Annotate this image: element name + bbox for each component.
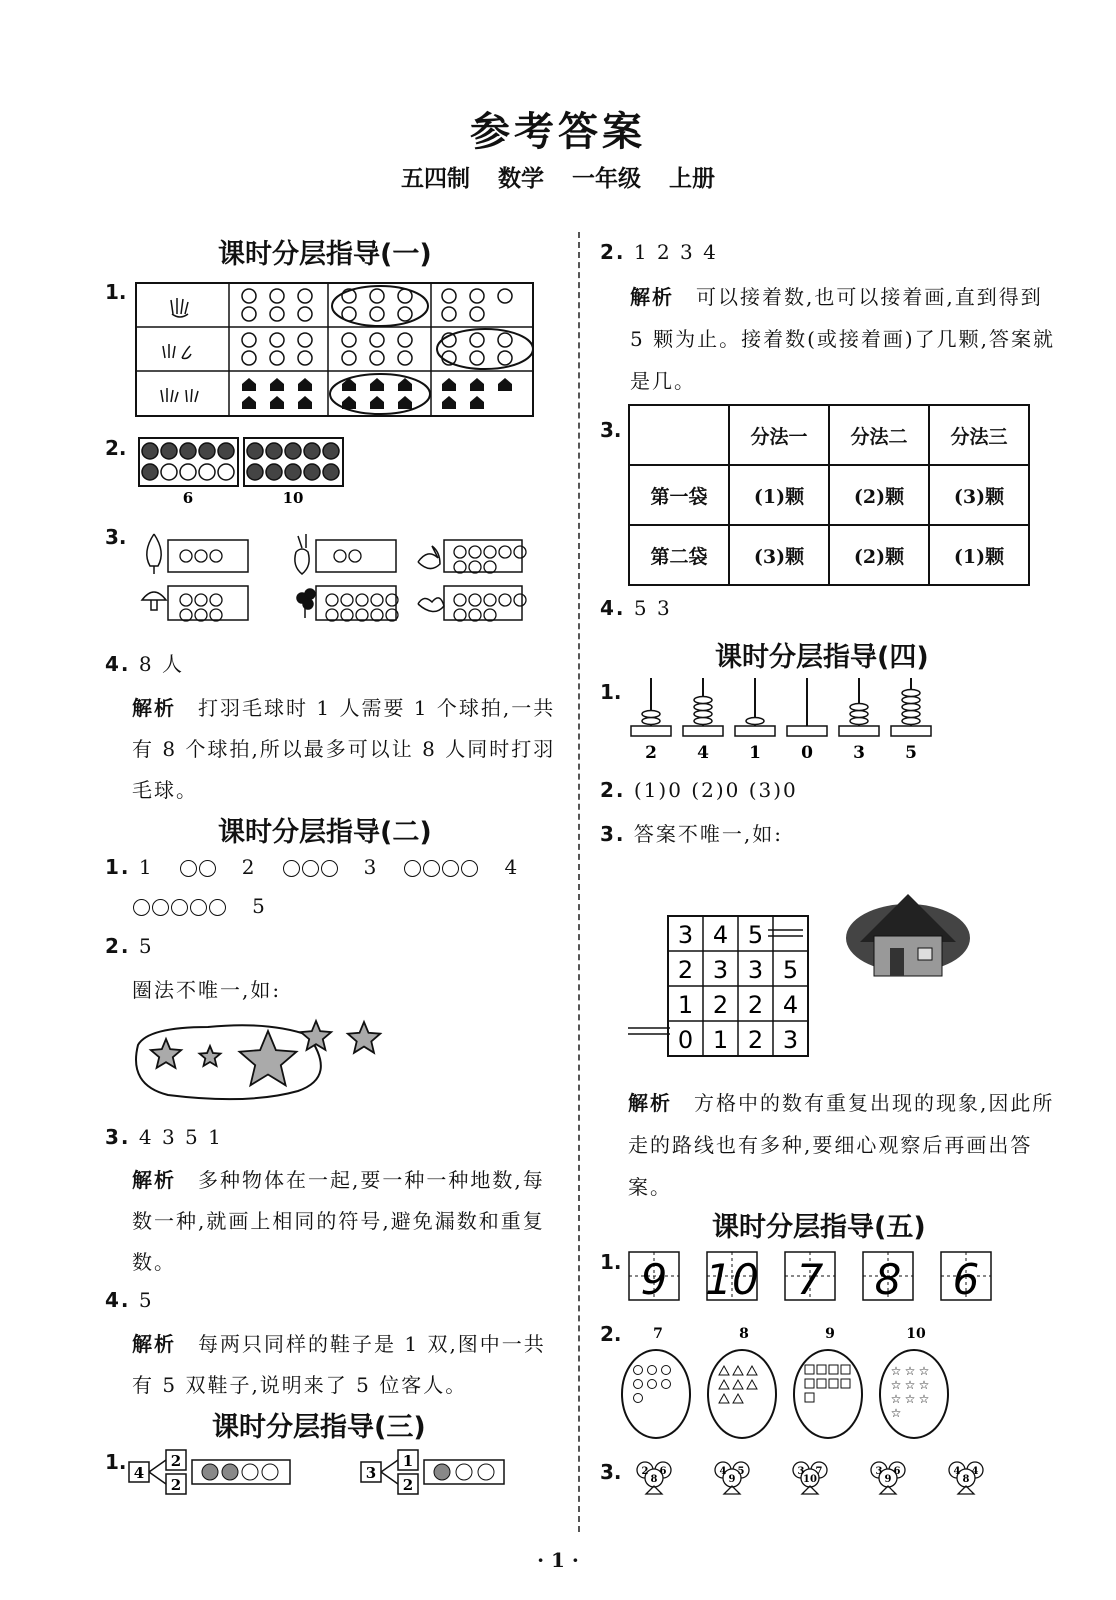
bow-number: 9	[884, 1474, 892, 1485]
abacus-value: 5	[905, 743, 917, 763]
egg-label: 7	[653, 1326, 663, 1342]
apple-icon	[298, 351, 312, 365]
house-shape-icon	[298, 378, 312, 391]
section-title-3: 课时分层指导(三)	[212, 1412, 426, 1443]
house-shape-icon	[398, 396, 412, 409]
strawberry-icon	[398, 307, 412, 321]
ten-frames	[138, 437, 348, 507]
svg-text:☆: ☆	[890, 1364, 902, 1378]
star-icon	[301, 1021, 331, 1050]
star-icon	[240, 1031, 297, 1085]
svg-text:☆: ☆	[890, 1406, 902, 1420]
split-table: 分法一 分法二 分法三 第一袋 (1)颗 (2)颗 (3)颗 第二袋 (3)颗 (2)颗 (1)颗	[628, 404, 1030, 586]
bow-number: 7	[815, 1466, 823, 1477]
grid-cell: 3	[677, 921, 694, 949]
section-title-4: 课时分层指导(四)	[715, 642, 929, 673]
apple-icon	[242, 351, 256, 365]
svg-text:☆: ☆	[918, 1392, 930, 1406]
apple-icon	[370, 351, 384, 365]
grid-cell: 2	[677, 956, 694, 984]
house-shape-icon	[270, 378, 284, 391]
house-shape-icon	[298, 396, 312, 409]
apple-icon	[470, 351, 484, 365]
house-shape-icon	[242, 396, 256, 409]
house-icon	[846, 894, 970, 976]
strawberry-icon	[242, 289, 256, 303]
s2-q1: 1. 1 2 3 4	[105, 855, 520, 879]
bow-number: 4	[971, 1466, 979, 1477]
page-subtitle: 五四制 数学 一年级 上册	[401, 165, 715, 192]
svg-text:☆: ☆	[918, 1364, 930, 1378]
strawberry-icon	[442, 289, 456, 303]
mushroom-icon	[142, 592, 166, 610]
strawberry-icon	[270, 289, 284, 303]
strawberry-icon	[298, 307, 312, 321]
section-title-2: 课时分层指导(二)	[218, 817, 432, 848]
grid-cell: 3	[747, 956, 764, 984]
svg-text:☆: ☆	[904, 1364, 916, 1378]
apple-icon	[470, 333, 484, 347]
apple-icon	[342, 351, 356, 365]
section-title-5: 课时分层指导(五)	[712, 1212, 926, 1243]
house-shape-icon	[242, 378, 256, 391]
analysis-text: 解析 可以接着数,也可以接着画,直到得到 5 颗为止。接着数(或接着画)了几颗,答案就是几。	[630, 285, 1056, 393]
apple-icon	[270, 333, 284, 347]
abacus-value: 1	[749, 743, 761, 763]
rabbit-icon	[295, 534, 309, 574]
svg-text:1: 1	[402, 1452, 414, 1470]
column-divider	[578, 232, 580, 1532]
counting-table	[135, 282, 535, 418]
abacus-value: 3	[853, 743, 865, 763]
apple-icon	[398, 333, 412, 347]
analysis-text: 解析 打羽毛球时 1 人需要 1 个球拍,一共有 8 个球拍,所以最多可以让 8 人同时打羽毛球。	[132, 696, 556, 802]
strawberry-icon	[370, 289, 384, 303]
svg-text:3: 3	[365, 1464, 377, 1482]
written-digit: 8	[874, 1255, 902, 1304]
analysis-text: 解析 每两只同样的鞋子是 1 双,图中一共有 5 双鞋子,说明来了 5 位客人。	[132, 1332, 546, 1397]
svg-text:6: 6	[182, 489, 194, 507]
flower-icon	[297, 589, 315, 618]
grid-cell: 4	[782, 991, 799, 1019]
grid-cell: 1	[712, 1026, 729, 1054]
hand-icon	[161, 298, 198, 402]
page-number: · 1 ·	[537, 1548, 579, 1572]
grid-cell: 2	[712, 991, 729, 1019]
strawberry-icon	[442, 307, 456, 321]
house-shape-icon	[470, 396, 484, 409]
house-shape-icon	[442, 396, 456, 409]
bow-number: 8	[650, 1474, 658, 1485]
stars-drawing	[132, 1015, 392, 1105]
abacus-value: 4	[697, 743, 709, 763]
house-shape-icon	[442, 378, 456, 391]
strawberry-icon	[242, 307, 256, 321]
grid-cell: 4	[712, 921, 729, 949]
svg-text:☆: ☆	[890, 1378, 902, 1392]
strawberry-icon	[270, 307, 284, 321]
grid-cell: 3	[782, 1026, 799, 1054]
duck-icon	[418, 598, 444, 612]
strawberry-icon	[470, 289, 484, 303]
grid-cell: 5	[782, 956, 799, 984]
number-split	[128, 1448, 518, 1498]
bow-number: 2	[641, 1466, 649, 1477]
analysis-text: 解析 方格中的数有重复出现的现象,因此所走的路线也有多种,要细心观察后再画出答案。	[628, 1091, 1055, 1199]
apple-icon	[298, 333, 312, 347]
house-shape-icon	[470, 378, 484, 391]
egg-label: 10	[906, 1326, 926, 1342]
grid-cell: 1	[677, 991, 694, 1019]
abacus-value: 2	[645, 743, 657, 763]
written-digit: 6	[952, 1255, 980, 1304]
strawberry-icon	[298, 289, 312, 303]
apple-icon	[242, 333, 256, 347]
svg-text:10: 10	[282, 489, 304, 507]
bow-number: 4	[953, 1466, 961, 1477]
path-grid	[628, 870, 988, 1065]
bow-number: 6	[893, 1466, 901, 1477]
page-title: 参考答案	[470, 108, 646, 155]
bow-number: 3	[797, 1466, 805, 1477]
star-icon	[151, 1039, 181, 1068]
apple-icon	[342, 333, 356, 347]
bow-number: 5	[737, 1466, 745, 1477]
abacus-value: 0	[801, 743, 813, 763]
star-icon	[200, 1046, 221, 1066]
house-shape-icon	[270, 396, 284, 409]
written-digit: 7	[796, 1255, 824, 1304]
svg-text:2: 2	[402, 1476, 414, 1494]
apple-icon	[270, 351, 284, 365]
house-shape-icon	[398, 378, 412, 391]
bow-number: 6	[659, 1466, 667, 1477]
bow-number: 3	[875, 1466, 883, 1477]
tree-icon	[147, 534, 161, 574]
house-shape-icon	[498, 378, 512, 391]
strawberry-icon	[498, 289, 512, 303]
apple-icon	[370, 333, 384, 347]
written-digit: 10	[705, 1255, 759, 1304]
bow-number: 10	[803, 1474, 817, 1485]
grid-cell: 0	[677, 1026, 694, 1054]
digit-writing-grid	[625, 1250, 1005, 1306]
grid-cell: 2	[747, 1026, 764, 1054]
bow-number: 8	[962, 1474, 970, 1485]
svg-text:☆: ☆	[918, 1378, 930, 1392]
bow-number: 9	[728, 1474, 736, 1485]
apple-icon	[498, 333, 512, 347]
svg-text:☆: ☆	[904, 1378, 916, 1392]
egg-label: 8	[739, 1326, 749, 1342]
grid-cell: 3	[712, 956, 729, 984]
egg-groups	[620, 1322, 960, 1442]
abacus-row	[625, 676, 945, 766]
analysis-text: 解析 多种物体在一起,要一种一种地数,每数一种,就画上相同的符号,避免漏数和重复数。	[132, 1168, 545, 1274]
egg-label: 9	[825, 1326, 835, 1342]
svg-text:☆: ☆	[904, 1392, 916, 1406]
bird-icon	[418, 546, 440, 569]
house-shape-icon	[370, 396, 384, 409]
svg-text:☆: ☆	[890, 1392, 902, 1406]
star-icon	[348, 1022, 380, 1053]
svg-text:2: 2	[170, 1476, 182, 1494]
grid-cell: 5	[747, 921, 764, 949]
grid-cell: 2	[747, 991, 764, 1019]
svg-text:2: 2	[170, 1452, 182, 1470]
svg-text:4: 4	[133, 1464, 145, 1482]
house-shape-icon	[370, 378, 384, 391]
strawberry-icon	[370, 307, 384, 321]
apple-icon	[398, 351, 412, 365]
apple-icon	[498, 351, 512, 365]
section-title-1: 课时分层指导(一)	[218, 239, 432, 270]
written-digit: 9	[640, 1255, 668, 1304]
number-bows	[634, 1458, 1014, 1498]
strawberry-icon	[470, 307, 484, 321]
bow-number: 4	[719, 1466, 727, 1477]
match-pictures	[138, 530, 528, 630]
